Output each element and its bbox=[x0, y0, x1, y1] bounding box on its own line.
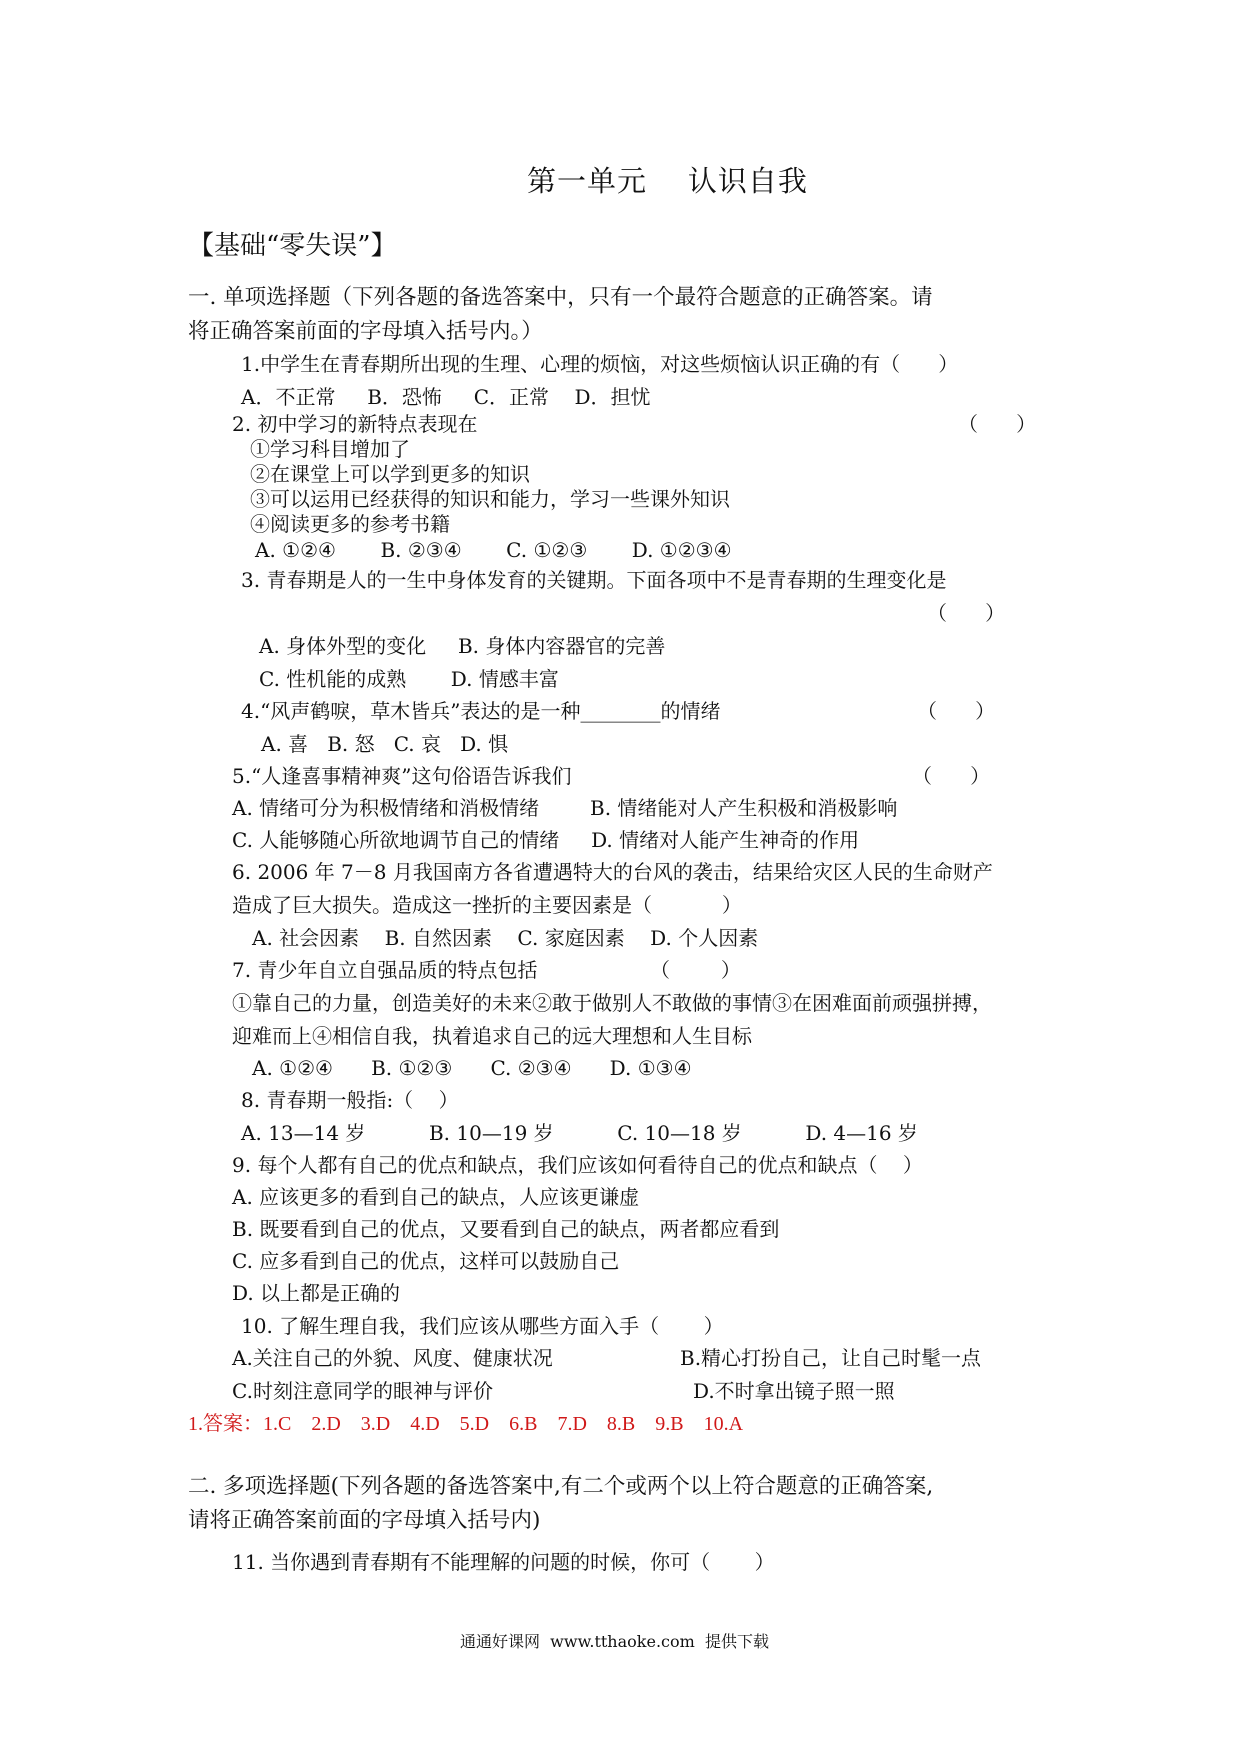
section-header: 【基础“零失误”】 bbox=[188, 231, 397, 261]
q9-option-b: B. 既要看到自己的优点，又要看到自己的缺点，两者都应看到 bbox=[232, 1217, 780, 1241]
section2-instruction-line2: 请将正确答案前面的字母填入括号内) bbox=[188, 1508, 541, 1533]
section1-instruction-line2: 将正确答案前面的字母填入括号内。） bbox=[188, 319, 543, 344]
q2-item-3: ③可以运用已经获得的知识和能力，学习一些课外知识 bbox=[250, 487, 730, 511]
q11-stem: 11. 当你遇到青春期有不能理解的问题的时候，你可（ ） bbox=[232, 1550, 775, 1574]
q9-stem: 9. 每个人都有自己的优点和缺点，我们应该如何看待自己的优点和缺点（ ） bbox=[232, 1153, 923, 1177]
q2-options: A. ①②④ B. ②③④ C. ①②③ D. ①②③④ bbox=[255, 538, 732, 562]
q4-stem: 4.“风声鹤唳，草木皆兵”表达的是一种________的情绪 bbox=[241, 699, 721, 723]
q10-option-c: C.时刻注意同学的眼神与评价 bbox=[232, 1379, 493, 1403]
q10-stem: 10. 了解生理自我，我们应该从哪些方面入手（ ） bbox=[241, 1314, 724, 1338]
q4-paren: （ ） bbox=[917, 699, 996, 723]
answer-key: 1.答案：1.C 2.D 3.D 4.D 5.D 6.B 7.D 8.B 9.B 10.A bbox=[188, 1413, 744, 1435]
q6-line2: 造成了巨大损失。造成这一挫折的主要因素是（ ） bbox=[232, 893, 742, 917]
q9-option-a: A. 应该更多的看到自己的缺点，人应该更谦虚 bbox=[232, 1185, 640, 1209]
q2-item-2: ②在课堂上可以学到更多的知识 bbox=[250, 462, 530, 486]
page-title: 第一单元 认识自我 bbox=[527, 164, 808, 198]
q8-stem: 8. 青春期一般指:（ ） bbox=[241, 1088, 459, 1112]
q2-item-4: ④阅读更多的参考书籍 bbox=[250, 512, 450, 536]
q6-line1: 6. 2006 年 7－8 月我国南方各省遭遇特大的台风的袭击，结果给灾区人民的生命财产 bbox=[232, 860, 993, 884]
page-footer: 通通好课网 www.tthaoke.com 提供下载 bbox=[460, 1632, 769, 1651]
q9-option-d: D. 以上都是正确的 bbox=[232, 1281, 401, 1305]
q3-paren: （ ） bbox=[927, 601, 1006, 625]
q9-option-c: C. 应多看到自己的优点，这样可以鼓励自己 bbox=[232, 1249, 620, 1273]
q5-options-ab: A. 情绪可分为积极情绪和消极情绪 B. 情绪能对人产生积极和消极影响 bbox=[232, 796, 898, 820]
q5-stem: 5.“人逢喜事精神爽”这句俗语告诉我们 bbox=[232, 764, 572, 788]
q1-stem: 1.中学生在青春期所出现的生理、心理的烦恼，对这些烦恼认识正确的有（ ） bbox=[241, 352, 959, 376]
q5-options-cd: C. 人能够随心所欲地调节自己的情绪 D. 情绪对人能产生神奇的作用 bbox=[232, 828, 860, 852]
q7-stem: 7. 青少年自立自强品质的特点包括 bbox=[232, 958, 538, 982]
q1-options: A．不正常 B．恐怖 C．正常 D．担忧 bbox=[241, 385, 651, 409]
q10-option-a: A.关注自己的外貌、风度、健康状况 bbox=[232, 1346, 553, 1370]
section1-instruction-line1: 一. 单项选择题（下列各题的备选答案中，只有一个最符合题意的正确答案。请 bbox=[188, 285, 933, 310]
q2-item-1: ①学习科目增加了 bbox=[250, 437, 410, 461]
q7-line1: ①靠自己的力量，创造美好的未来②敢于做别人不敢做的事情③在困难面前顽强拼搏， bbox=[232, 991, 992, 1015]
q10-option-b: B.精心打扮自己，让自己时髦一点 bbox=[680, 1346, 982, 1370]
q2-stem: 2. 初中学习的新特点表现在 bbox=[232, 412, 478, 436]
q4-options: A. 喜 B. 怒 C. 哀 D. 惧 bbox=[261, 732, 509, 756]
q7-options: A. ①②④ B. ①②③ C. ②③④ D. ①③④ bbox=[252, 1056, 692, 1080]
q2-paren: （ ） bbox=[958, 412, 1037, 436]
q8-options: A. 13—14 岁 B. 10—19 岁 C. 10—18 岁 D. 4—16 岁 bbox=[241, 1121, 918, 1145]
q7-line2: 迎难而上④相信自我，执着追求自己的远大理想和人生目标 bbox=[232, 1024, 752, 1048]
q3-options-cd: C. 性机能的成熟 D. 情感丰富 bbox=[259, 667, 559, 691]
q10-option-d: D.不时拿出镜子照一照 bbox=[693, 1379, 895, 1403]
section2-instruction-line1: 二. 多项选择题(下列各题的备选答案中,有二个或两个以上符合题意的正确答案, bbox=[188, 1474, 934, 1499]
q5-paren: （ ） bbox=[912, 764, 991, 788]
q7-paren: （ ） bbox=[650, 958, 741, 982]
q6-options: A. 社会因素 B. 自然因素 C. 家庭因素 D. 个人因素 bbox=[252, 926, 759, 950]
q3-options-ab: A. 身体外型的变化 B. 身体内容器官的完善 bbox=[259, 634, 666, 658]
q3-stem: 3. 青春期是人的一生中身体发育的关键期。下面各项中不是青春期的生理变化是 bbox=[241, 568, 947, 592]
